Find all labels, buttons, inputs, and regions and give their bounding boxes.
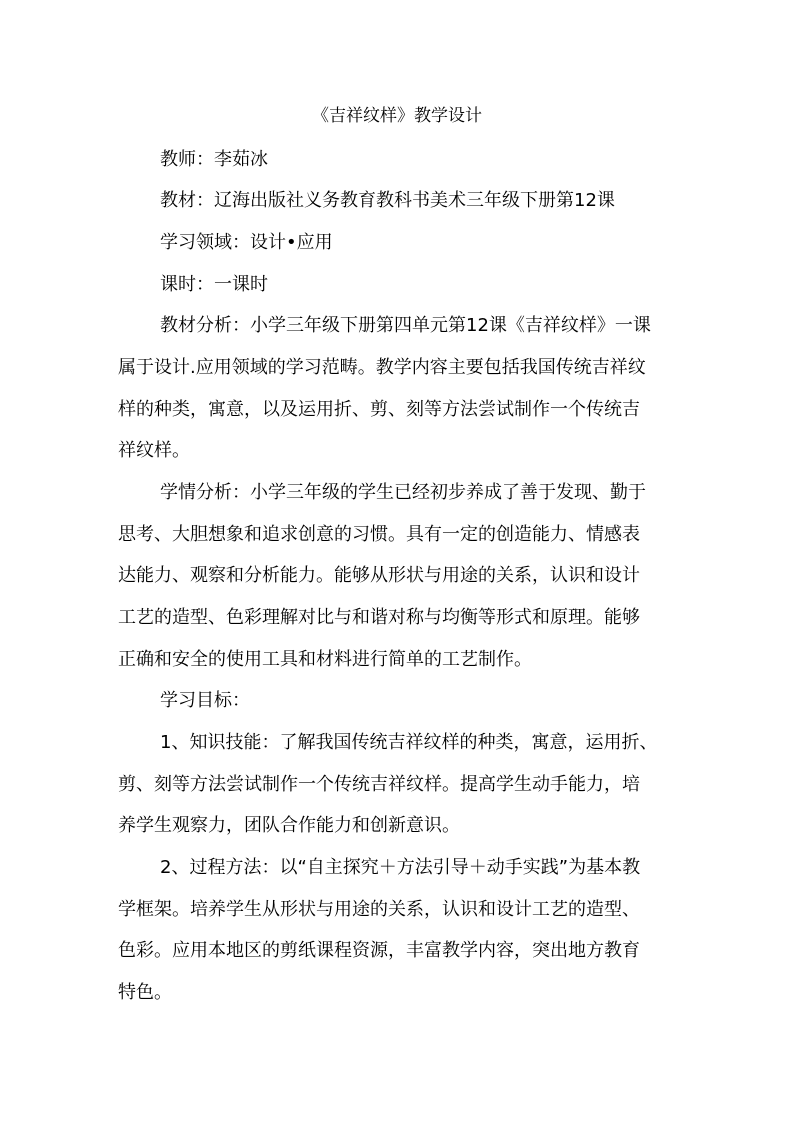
paragraph-line: 1、知识技能：了解我国传统吉祥纹样的种类，寓意，运用折、 bbox=[160, 732, 658, 753]
paragraph-line: 特色。 bbox=[118, 982, 172, 1003]
paragraph-line: 学情分析：小学三年级的学生已经初步养成了善于发现、勤于 bbox=[160, 482, 646, 503]
paragraph-line: 教材分析：小学三年级下册第四单元第12课《吉祥纹样》一课 bbox=[160, 315, 651, 336]
paragraph-line: 达能力、观察和分析能力。能够从形状与用途的关系，认识和设计 bbox=[118, 565, 640, 586]
class-period-line: 课时：一课时 bbox=[160, 274, 268, 295]
paragraph-line: 祥纹样。 bbox=[118, 440, 190, 461]
paragraph-line: 养学生观察力，团队合作能力和创新意识。 bbox=[118, 815, 460, 836]
paragraph-line: 工艺的造型、色彩理解对比与和谐对称与均衡等形式和原理。能够 bbox=[118, 607, 640, 628]
paragraph-line: 正确和安全的使用工具和材料进行简单的工艺制作。 bbox=[118, 649, 532, 670]
paragraph-line: 思考、大胆想象和追求创意的习惯。具有一定的创造能力、情感表 bbox=[118, 524, 640, 545]
paragraph-line: 色彩。应用本地区的剪纸课程资源，丰富教学内容，突出地方教育 bbox=[118, 940, 640, 961]
teacher-line: 教师：李茹冰 bbox=[160, 149, 268, 170]
learning-domain-line: 学习领域：设计•应用 bbox=[160, 232, 333, 253]
document-title: 《吉祥纹样》教学设计 bbox=[312, 106, 482, 126]
paragraph-line: 属于设计.应用领域的学习范畴。教学内容主要包括我国传统吉祥纹 bbox=[118, 357, 646, 378]
objectives-heading: 学习目标： bbox=[160, 690, 250, 711]
paragraph-line: 2、过程方法：以“自主探究＋方法引导＋动手实践”为基本教 bbox=[160, 857, 641, 878]
paragraph-line: 样的种类，寓意，以及运用折、剪、刻等方法尝试制作一个传统吉 bbox=[118, 399, 640, 420]
textbook-line: 教材：辽海出版社义务教育教科书美术三年级下册第12课 bbox=[160, 190, 615, 211]
paragraph-line: 学框架。培养学生从形状与用途的关系，认识和设计工艺的造型、 bbox=[118, 899, 640, 920]
paragraph-line: 剪、刻等方法尝试制作一个传统吉祥纹样。提高学生动手能力，培 bbox=[118, 774, 640, 795]
